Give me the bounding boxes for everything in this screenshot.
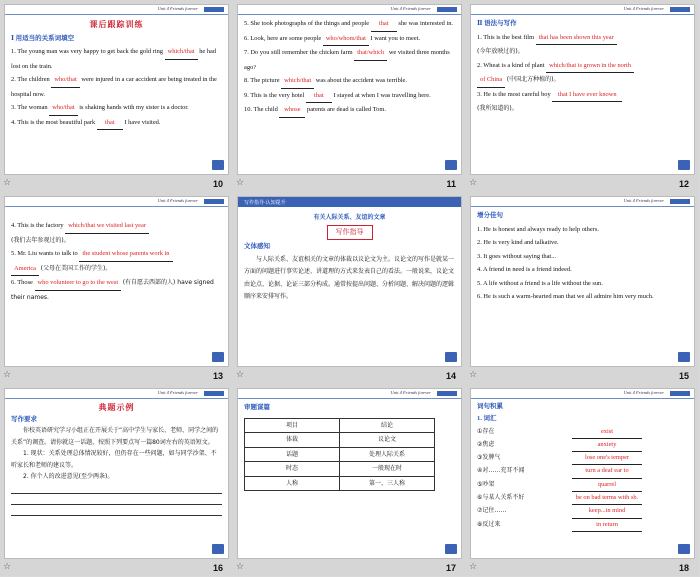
answer-blank: that: [306, 89, 332, 104]
table-row: 项目 结论: [245, 418, 435, 433]
section-heading: 写作要求: [11, 415, 37, 423]
vocab-item: ②焦虑 anxiety: [477, 439, 688, 452]
writing-line[interactable]: [11, 506, 222, 516]
table-row: 话题 处理人际关系: [245, 447, 435, 462]
slide-cell-15[interactable]: [466, 192, 699, 384]
slide-header: Unit 4 Friends forever: [471, 5, 694, 15]
vocab-item: ⑥与某人关系不好 be on bad terms with sb.: [477, 492, 688, 505]
slide-13: Unit 4 Friends forever 4. This is the factory which/that we visited last year (我们去年参观过的)。 5. Mr. Liu wants to talk to the student whose parents work in America (父母在美国工作的学生)。 6. Those who volunteer to go to the west (有自愿去西部的人) have signed their names.: [4, 196, 229, 367]
vocab-item: ①存在 exist: [477, 426, 688, 439]
header-bar: [670, 391, 690, 396]
slide-header: Unit 4 Friends forever: [5, 197, 228, 207]
answer-blank: who volunteer to go to the west: [35, 276, 122, 291]
header-bar: [204, 7, 224, 12]
header-bar: [670, 7, 690, 12]
writing-line[interactable]: [11, 495, 222, 505]
slide-10: Unit 4 Friends forever 课后跟踪训练 Ⅰ 用适当的关系词填空 1. The young man was very happy to get back the gold ring which/that he had lost on the train. 2. The children who/that were injured in a car accident are being treated in the hospital now. 3. The woman who/that is shaking hands with my sister is a doctor. 4. This is the most beautiful park that I have visited.: [4, 4, 229, 175]
list-item: 2. He is very kind and talkative.: [477, 239, 559, 246]
slide-header: Unit 4 Friends forever: [471, 197, 694, 207]
star-icon[interactable]: ☆: [236, 562, 245, 572]
vocab-item: ⑧反过来 in return: [477, 519, 688, 532]
slide-cell-11[interactable]: [233, 0, 466, 192]
section-heading: Ⅱ 语法与写作: [477, 20, 517, 27]
nav-corner-icon[interactable]: [445, 160, 457, 170]
list-item: 4. A friend in need is a friend indeed.: [477, 266, 572, 273]
star-icon[interactable]: ☆: [3, 370, 12, 380]
list-item: 6. He is such a warm-hearted man that we all admire him very much.: [477, 293, 654, 300]
header-bar: [204, 199, 224, 204]
slide-header: Unit 4 Friends forever: [238, 389, 461, 399]
answer-blank: which/that is grown in the north: [546, 59, 634, 74]
slide-header: Unit 4 Friends forever: [5, 5, 228, 15]
writing-line[interactable]: [11, 484, 222, 494]
answer-blank: of China: [477, 73, 505, 88]
slide-cell-16[interactable]: [0, 384, 233, 576]
answer-blank: that: [371, 17, 397, 32]
list-item: 5. A life without a friend is a life without the sun.: [477, 279, 603, 287]
slide-cell-14[interactable]: [233, 192, 466, 384]
slide-cell-13[interactable]: [0, 192, 233, 384]
page-number: 18: [678, 563, 689, 573]
slide-12: Unit 4 Friends forever Ⅱ 语法与写作 1. This is the best film that has been shown this year (今年放映过的)。 2. Wheat is a kind of plant which/that is grown in the north of China (中国北方种植的)。 3. He is the most careful boy that I have ever known (我所知道的)。: [470, 4, 695, 175]
page-number: 13: [212, 371, 223, 381]
slide-header: Unit 4 Friends forever: [5, 389, 228, 399]
answer-blank: which/that we visited last year: [65, 219, 149, 234]
star-icon[interactable]: ☆: [469, 178, 478, 188]
answer-blank: which/that: [281, 74, 314, 89]
slide-cell-17[interactable]: [233, 384, 466, 576]
answer-blank: who/whom/that: [323, 32, 369, 47]
slide-16: Unit 4 Friends forever 典题示例 写作要求 你校英语研究学习小组正在开展关于“高中学生与家长、老师、同学之间的关系”的调查。请你就这一话题，按照下列要点写一篇80词左右的英语短文。 1. 现状：关系处理总体情况较好，但仍存在一些问题，如与同学沙架、不听家长和老师的建议等。 2. 你个人的改进意见(至少两条)。: [4, 388, 229, 559]
star-icon[interactable]: ☆: [469, 562, 478, 572]
slide-18: Unit 4 Friends forever 词句积累 1. 词汇 ①存在 exist ②焦虑 anxiety ③发脾气 lose one's temper ④对……充耳不闻 turn a deaf ear to ⑤吵架 quarrel ⑥与某人关系不好 be on bad terms with sb. ⑦记住…… keep...in mind ⑧反过来 in return: [470, 388, 695, 559]
slide-15: [470, 196, 695, 367]
slide-title: 典题示例: [98, 403, 135, 412]
slide-cell-10[interactable]: [0, 0, 233, 192]
table-row: 体裁 议论文: [245, 433, 435, 448]
slide-11: Unit 4 Friends forever 5. She took photographs of the things and people that she was interested in. 6. Look, here are some people who/whom/that I want you to meet. 7. Do you still remember the chicken farm that/which we visited three months ago? 8. The picture which/that was about the accident was terrible. 9. This is the very hotel that I stayed at when I was travelling here. 10. The child whose parents are dead is called Tom.: [237, 4, 462, 175]
nav-corner-icon[interactable]: [678, 544, 690, 554]
answer-blank: that I have ever known: [552, 88, 622, 103]
section-heading: 增分佳句: [477, 212, 503, 219]
nav-corner-icon[interactable]: [212, 352, 224, 362]
page-number: 12: [678, 179, 689, 189]
star-icon[interactable]: ☆: [3, 178, 12, 188]
slide-17: [237, 388, 462, 559]
answer-blank: that has been shown this year: [536, 31, 617, 46]
page-number: 15: [678, 371, 689, 381]
slide-banner: 写作指导·认知提升: [238, 197, 461, 207]
list-item: 1. He is honest and always ready to help others.: [477, 225, 599, 233]
page-number: 16: [212, 563, 223, 573]
nav-corner-icon[interactable]: [678, 352, 690, 362]
answer-blank: the student whose parents work in: [79, 247, 172, 262]
vocab-item: ③发脾气 lose one's temper: [477, 452, 688, 465]
answer-blank: that: [97, 116, 123, 131]
nav-corner-icon[interactable]: [212, 160, 224, 170]
paragraph: 与人际关系、友谊相关的文章的体裁以议论文为主。议论文的写作是就某一方面的问题进行事实论述、讲道理的方式来发表自己的看法。一般说来，议论文由论点、论据、论证三部分构成。通常按提出问题、分析问题、解决问题的逻辑顺序来安排写作。: [244, 255, 455, 300]
slide-cell-12[interactable]: [466, 0, 699, 192]
analysis-table: [244, 418, 435, 492]
answer-blank: America: [11, 262, 39, 277]
section-heading: Ⅰ 用适当的关系词填空: [11, 34, 75, 42]
answer-blank: whose: [279, 103, 305, 118]
star-icon[interactable]: ☆: [3, 562, 12, 572]
slide-14: [237, 196, 462, 367]
slide-header: Unit 4 Friends forever: [471, 389, 694, 399]
vocab-item: ⑦记住…… keep...in mind: [477, 505, 688, 518]
header-bar: [670, 199, 690, 204]
subtitle-box: 写作指导: [327, 225, 373, 241]
header-bar: [437, 391, 457, 396]
section-heading: 词句积累: [477, 403, 503, 410]
header-bar: [437, 7, 457, 12]
star-icon[interactable]: ☆: [469, 370, 478, 380]
star-icon[interactable]: ☆: [236, 370, 245, 380]
answer-blank: which/that: [165, 45, 198, 60]
slide-title: 课后跟踪训练: [89, 20, 144, 29]
answer-blank: who/that: [49, 101, 77, 116]
section-heading: 审题谋篇: [244, 404, 270, 411]
page-number: 17: [445, 563, 456, 573]
nav-corner-icon[interactable]: [445, 352, 457, 362]
vocab-item: ④对……充耳不闻 turn a deaf ear to: [477, 465, 688, 478]
page-number: 11: [446, 179, 456, 189]
list-item: 3. It goes without saying that...: [477, 252, 556, 260]
vocab-item: ⑤吵架 quarrel: [477, 479, 688, 492]
page-number: 14: [445, 371, 456, 381]
answer-blank: who/that: [51, 73, 79, 88]
section-heading: 文体感知: [244, 243, 270, 250]
topic-heading: 有关人际关系、友谊的文章: [313, 214, 386, 221]
star-icon[interactable]: ☆: [236, 178, 245, 188]
nav-corner-icon[interactable]: [212, 544, 224, 554]
slide-header: Unit 4 Friends forever: [238, 5, 461, 15]
answer-blank: that/which: [354, 46, 387, 61]
nav-corner-icon[interactable]: [445, 544, 457, 554]
page-number: 10: [212, 179, 223, 189]
nav-corner-icon[interactable]: [678, 160, 690, 170]
table-row: 人称 第一、三人称: [245, 476, 435, 491]
slide-cell-18[interactable]: [466, 384, 699, 576]
table-row: 时态 一般现在时: [245, 462, 435, 477]
header-bar: [204, 391, 224, 396]
